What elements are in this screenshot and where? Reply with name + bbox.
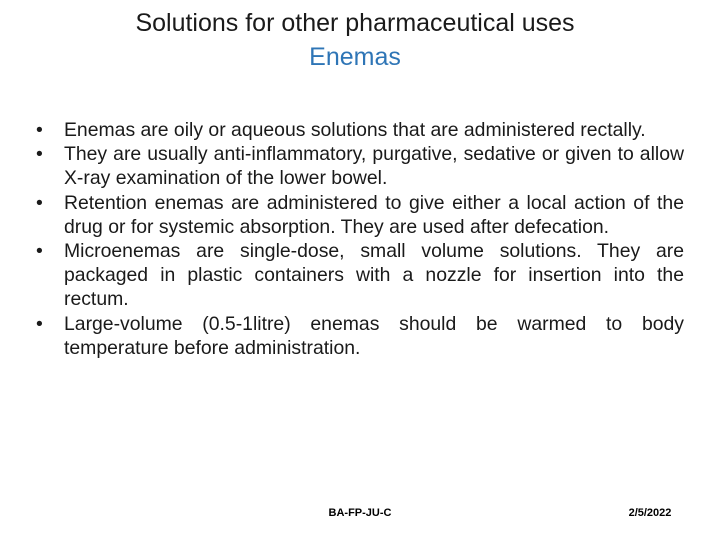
bullet-item [36,239,684,312]
bullet-icon: • [36,312,43,335]
bullet-item [36,142,684,190]
bullet-icon: • [36,119,43,141]
bullet-text: Large-volume (0.5-1litre) enemas should be warmed to body temperature before administration. [64,312,684,359]
bullet-text: They are usually anti-inflammatory, purgative, sedative or given to allow X-ray examination of the lower bowel. [64,143,684,190]
footer-label: BA-FP-JU-C [328,507,392,519]
slide-title: Solutions for other pharmaceutical uses [135,9,575,37]
footer-date: 2/5/2022 [628,507,672,519]
bullet-item [36,118,684,142]
bullet-list [36,118,684,360]
bullet-item [36,191,684,239]
bullet-text: Enemas are oily or aqueous solutions that are administered rectally. [64,119,646,141]
bullet-item [36,312,684,360]
slide-subtitle: Enemas [309,43,401,71]
bullet-icon: • [36,191,43,214]
bullet-text: Retention enemas are administered to give either a local action of the drug or for systemic absorption. They are used after defecation. [64,191,684,238]
title-block [0,6,710,74]
bullet-icon: • [36,143,43,166]
bullet-icon: • [36,240,43,263]
bullet-text: Microenemas are single-dose, small volume solutions. They are packaged in plastic containers with a nozzle for insertion into the rectum. [64,240,684,311]
